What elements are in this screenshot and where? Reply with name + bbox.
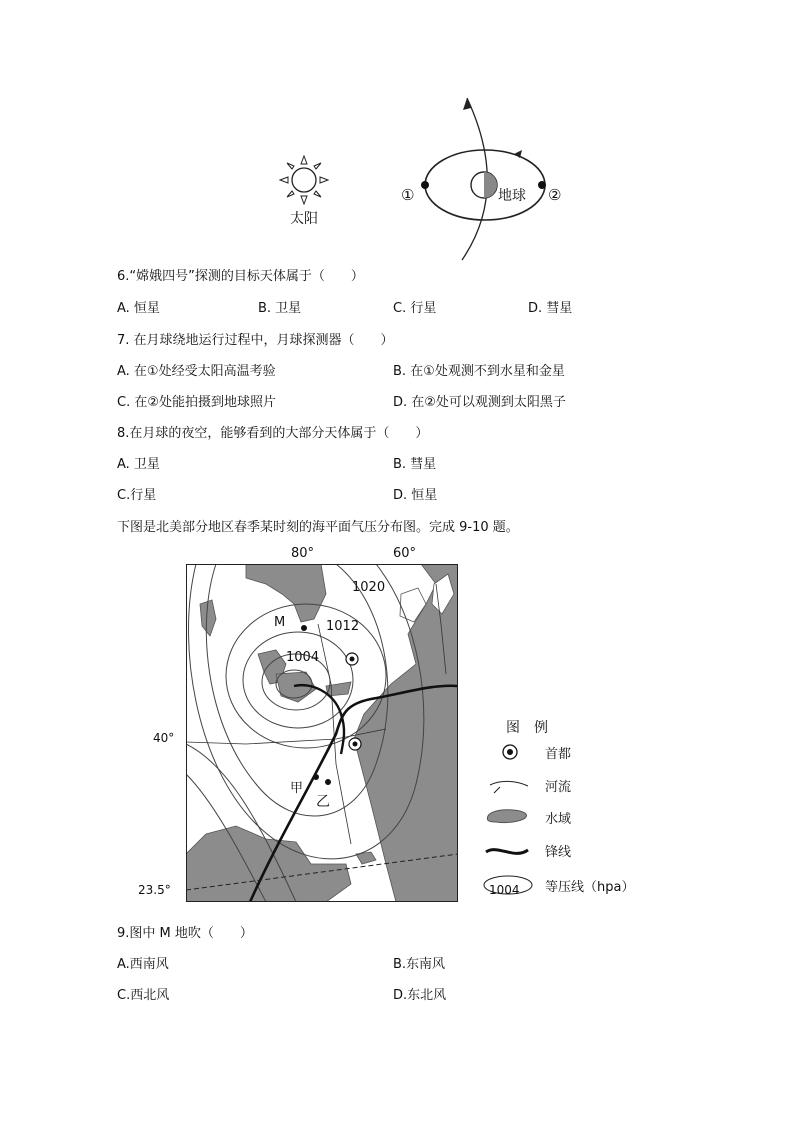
map-intro: 下图是北美部分地区春季某时刻的海平面气压分布图。完成 9-10 题。 — [117, 520, 519, 535]
legend-isobar-label: 等压线（hpa） — [545, 880, 635, 895]
lon-60-label: 60° — [393, 546, 417, 561]
lon-80-label: 80° — [291, 546, 315, 561]
q7-option-c: C. 在②处能拍摄到地球照片 — [117, 395, 276, 410]
legend-front-icon — [486, 850, 528, 854]
q6-option-d: D. 彗星 — [528, 301, 573, 316]
moon-position-1 — [421, 181, 429, 189]
q6-option-b: B. 卫星 — [258, 301, 302, 316]
legend-river-icon — [490, 781, 528, 793]
point-2-label: ② — [548, 186, 562, 204]
lat-40-label: 40° — [153, 731, 175, 745]
q6-stem: 6.“嫦娥四号”探测的目标天体属于（ ） — [117, 269, 364, 284]
earth-label: 地球 — [498, 188, 526, 204]
point-m-dot — [301, 625, 307, 631]
q8-option-a: A. 卫星 — [117, 457, 160, 472]
point-jia-dot — [313, 774, 319, 780]
legend-water-label: 水域 — [545, 812, 572, 827]
q6-option-c: C. 行星 — [393, 301, 437, 316]
legend-symbols — [480, 740, 540, 900]
legend-water-icon — [487, 810, 526, 823]
legend-isobar-value: 1004 — [489, 883, 520, 897]
legend-title: 图 例 — [506, 720, 548, 736]
point-m-label: M — [274, 615, 286, 630]
point-yi-label: 乙 — [316, 794, 330, 810]
isobar-1012-label: 1012 — [326, 619, 360, 634]
q7-option-b: B. 在①处观测不到水星和金星 — [393, 364, 565, 379]
sun-label: 太阳 — [290, 211, 318, 227]
q7-stem: 7. 在月球绕地运行过程中，月球探测器（ ） — [117, 333, 394, 348]
q9-option-a: A.西南风 — [117, 957, 169, 972]
legend-capital-icon — [503, 745, 517, 759]
q8-option-d: D. 恒星 — [393, 488, 438, 503]
q7-option-d: D. 在②处可以观测到太阳黑子 — [393, 395, 566, 410]
moon-position-2 — [538, 181, 546, 189]
legend-river-label: 河流 — [545, 780, 572, 795]
legend-capital-label: 首都 — [545, 747, 572, 762]
lat-23-label: 23.5° — [138, 883, 171, 897]
legend-front-label: 锋线 — [545, 845, 572, 860]
point-yi-dot — [325, 779, 331, 785]
q9-option-d: D.东北风 — [393, 988, 447, 1003]
earth-icon — [471, 172, 497, 198]
point-jia-label: 甲 — [290, 781, 304, 796]
q9-option-c: C.西北风 — [117, 988, 170, 1003]
q6-option-a: A. 恒星 — [117, 301, 160, 316]
point-1-label: ① — [401, 186, 415, 204]
q9-option-b: B.东南风 — [393, 957, 446, 972]
pressure-map — [186, 564, 458, 902]
q7-option-a: A. 在①处经受太阳高温考验 — [117, 364, 276, 379]
isobar-1004-label: 1004 — [286, 650, 320, 665]
q8-stem: 8.在月球的夜空，能够看到的大部分天体属于（ ） — [117, 426, 429, 441]
sun-icon — [280, 156, 328, 204]
q8-option-c: C.行星 — [117, 488, 157, 503]
isobar-1020-label: 1020 — [352, 580, 386, 595]
orbit-diagram — [270, 90, 590, 265]
q8-option-b: B. 彗星 — [393, 457, 437, 472]
q9-stem: 9.图中 M 地吹（ ） — [117, 926, 253, 941]
